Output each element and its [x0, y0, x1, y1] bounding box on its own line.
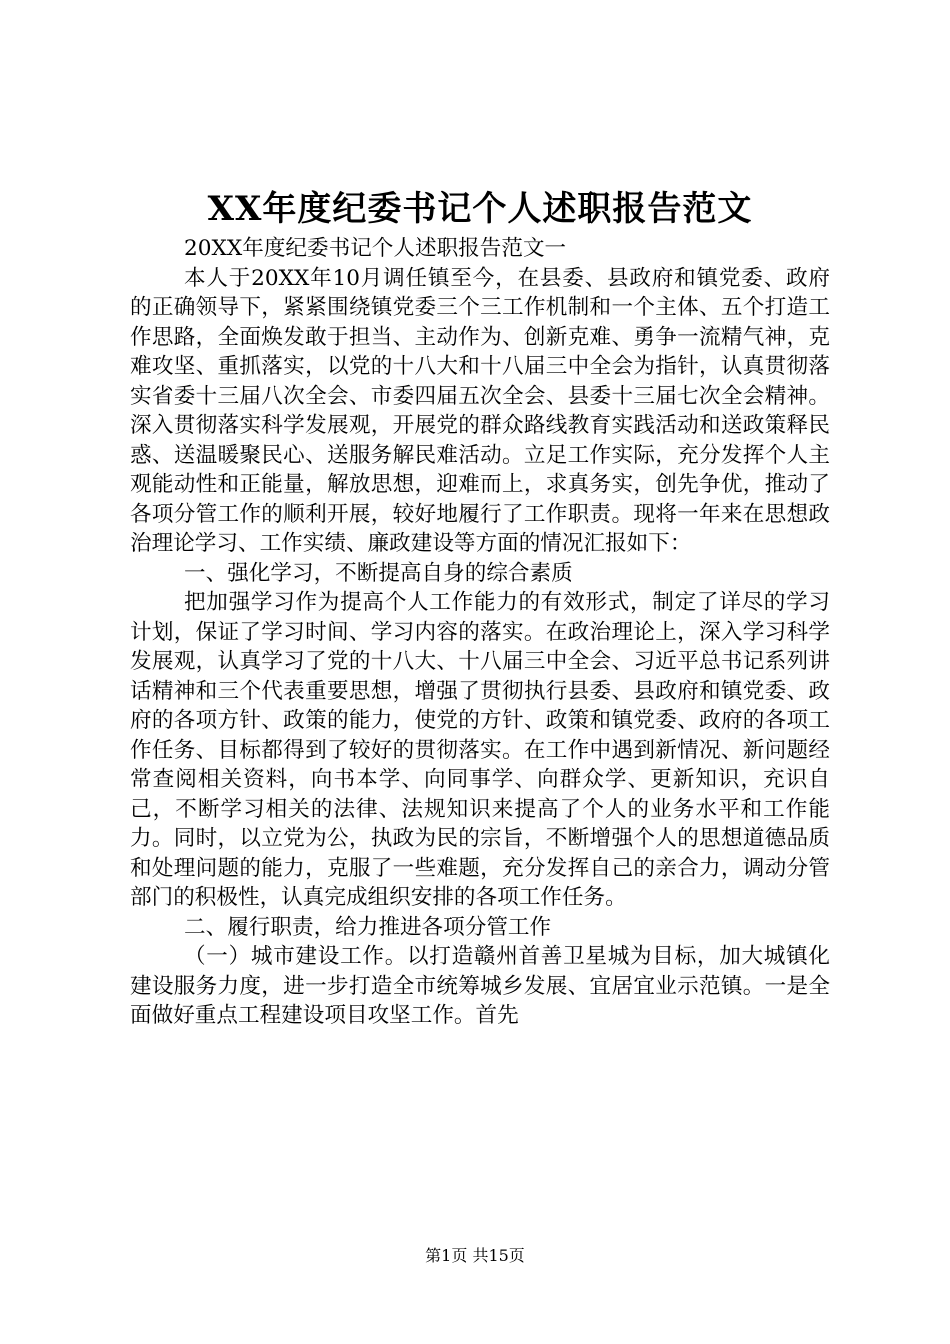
paragraph-study: 把加强学习作为提高个人工作能力的有效形式，制定了详尽的学习计划，保证了学习时间、学习内容的落实。在政治理论上，深入学习科学发展观，认真学习了党的十八大、十八届三中全会、习近平总书记系列讲话精神和三个代表重要思想，增强了贯彻执行县委、县政府和镇党委、政府的各项方针、政策的能力，使党的方针、政策和镇党委、政府的各项工作任务、目标都得到了较好的贯彻落实。在工作中遇到新情况、新问题经常查阅相关资料，向书本学、向同事学、向群众学、更新知识，充识自己，不断学习相关的法律、法规知识来提高了个人的业务水平和工作能力。同时，以立党为公，执政为民的宗旨，不断增强个人的思想道德品质和处理问题的能力，克服了一些难题，充分发挥自己的亲合力，调动分管部门的积极性，认真完成组织安排的各项工作任务。	[130, 590, 830, 910]
paragraph-city-construction: （一）城市建设工作。以打造赣州首善卫星城为目标，加大城镇化建设服务力度，进一步打造全市统筹城乡发展、宜居宜业示范镇。一是全面做好重点工程建设项目攻坚工作。首先	[130, 944, 830, 1028]
document-body	[130, 234, 830, 1031]
document-title: XX年度纪委书记个人述职报告范文	[207, 189, 753, 229]
paragraph-intro: 本人于20XX年10月调任镇至今，在县委、县政府和镇党委、政府的正确领导下，紧紧围绕镇党委三个三工作机制和一个主体、五个打造工作思路，全面焕发敢于担当、主动作为、创新克难、勇争一流精气神，克难攻坚、重抓落实，以党的十八大和十八届三中全会为指针，认真贯彻落实省委十三届八次全会、市委四届五次全会、县委十三届七次全会精神。深入贯彻落实科学发展观，开展党的群众路线教育实践活动和送政策释民惑、送温暖聚民心、送服务解民难活动。立足工作实际，充分发挥个人主观能动性和正能量，解放思想，迎难而上，求真务实，创先争优，推动了各项分管工作的顺利开展，较好地履行了工作职责。现将一年来在思想政治理论学习、工作实绩、廉政建设等方面的情况汇报如下：	[130, 265, 830, 556]
section-heading-2: 二、履行职责，给力推进各项分管工作	[184, 914, 552, 940]
page-footer: 第1页 共15页	[425, 1246, 525, 1265]
section-heading-1: 一、强化学习，不断提高自身的综合素质	[184, 560, 573, 586]
paragraph-subtitle: 20XX年度纪委书记个人述职报告范文一	[184, 236, 567, 261]
